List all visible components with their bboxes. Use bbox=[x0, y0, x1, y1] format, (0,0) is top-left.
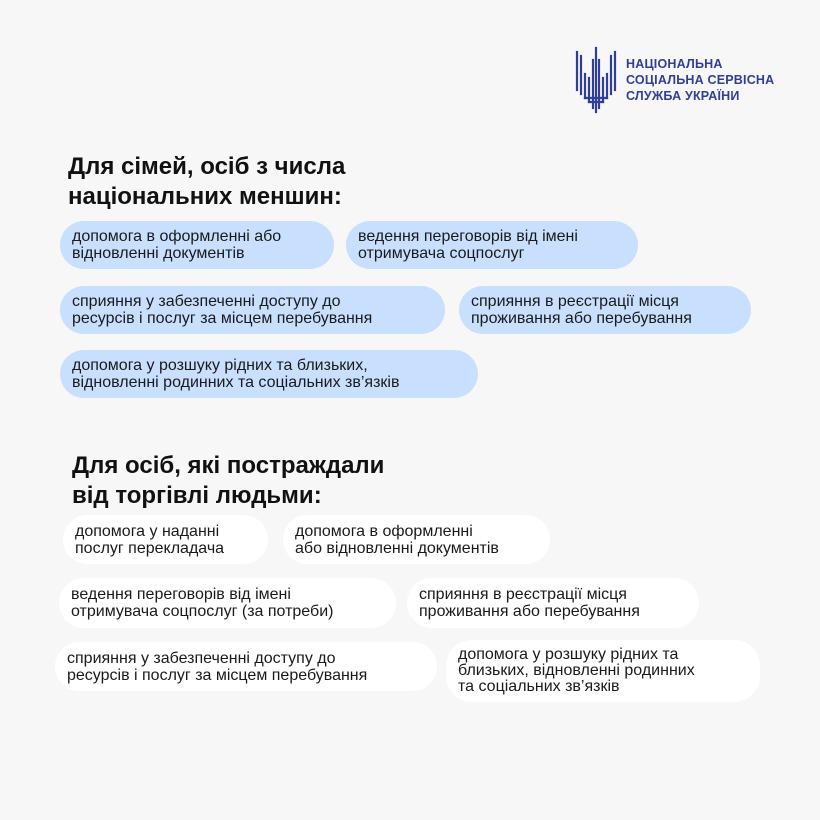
service-pill bbox=[446, 640, 760, 702]
service-pill bbox=[55, 642, 437, 691]
service-pill-label: допомога у розшуку рідних та близьких, відновленні родинних та соціальних зв’язків bbox=[458, 646, 695, 695]
section2-title bbox=[72, 451, 384, 511]
service-pill-label: сприяння в реєстрації місця проживання або перебування bbox=[419, 586, 640, 620]
logo-line-1: НАЦІОНАЛЬНА bbox=[626, 57, 723, 71]
service-pill bbox=[59, 578, 396, 628]
section2-title-line-2: від торгівлі людьми: bbox=[72, 482, 322, 509]
service-pill bbox=[60, 286, 445, 334]
service-pill bbox=[60, 221, 334, 269]
service-pill bbox=[63, 515, 268, 564]
service-pill-label: допомога у розшуку рідних та близьких, відновленні родинних та соціальних зв’язків bbox=[72, 357, 400, 391]
logo-line-2: СОЦІАЛЬНА СЕРВІСНА bbox=[626, 73, 775, 87]
section2-title-line-1: Для осіб, які постраждали bbox=[72, 452, 385, 479]
logo-text bbox=[626, 56, 774, 104]
service-pill bbox=[283, 515, 550, 564]
service-pill bbox=[459, 286, 751, 334]
service-pill bbox=[60, 350, 478, 398]
trident-emblem-icon bbox=[574, 46, 618, 114]
service-pill-label: сприяння у забезпеченні доступу до ресурсів і послуг за місцем перебування bbox=[72, 293, 373, 327]
service-pill-label: сприяння у забезпеченні доступу до ресурсів і послуг за місцем перебування bbox=[67, 649, 368, 684]
logo-line-3: СЛУЖБА УКРАЇНИ bbox=[626, 89, 740, 103]
service-pill bbox=[346, 221, 638, 269]
section1-title-line-1: Для сімей, осіб з числа bbox=[68, 153, 346, 180]
service-pill-label: ведення переговорів від імені отримувача соцпослуг (за потреби) bbox=[71, 586, 334, 620]
nsss-logo bbox=[574, 46, 774, 114]
service-pill bbox=[407, 578, 699, 628]
section1-title bbox=[68, 152, 345, 212]
service-pill-label: ведення переговорів від імені отримувача соцпослуг bbox=[358, 228, 578, 262]
service-pill-label: сприяння в реєстрації місця проживання або перебування bbox=[471, 293, 692, 327]
service-pill-label: допомога в оформленні або відновленні документів bbox=[295, 522, 499, 557]
service-pill-label: допомога у наданні послуг перекладача bbox=[75, 522, 225, 557]
section1-title-line-2: національних меншин: bbox=[68, 183, 342, 210]
service-pill-label: допомога в оформленні або відновленні документів bbox=[72, 228, 282, 262]
